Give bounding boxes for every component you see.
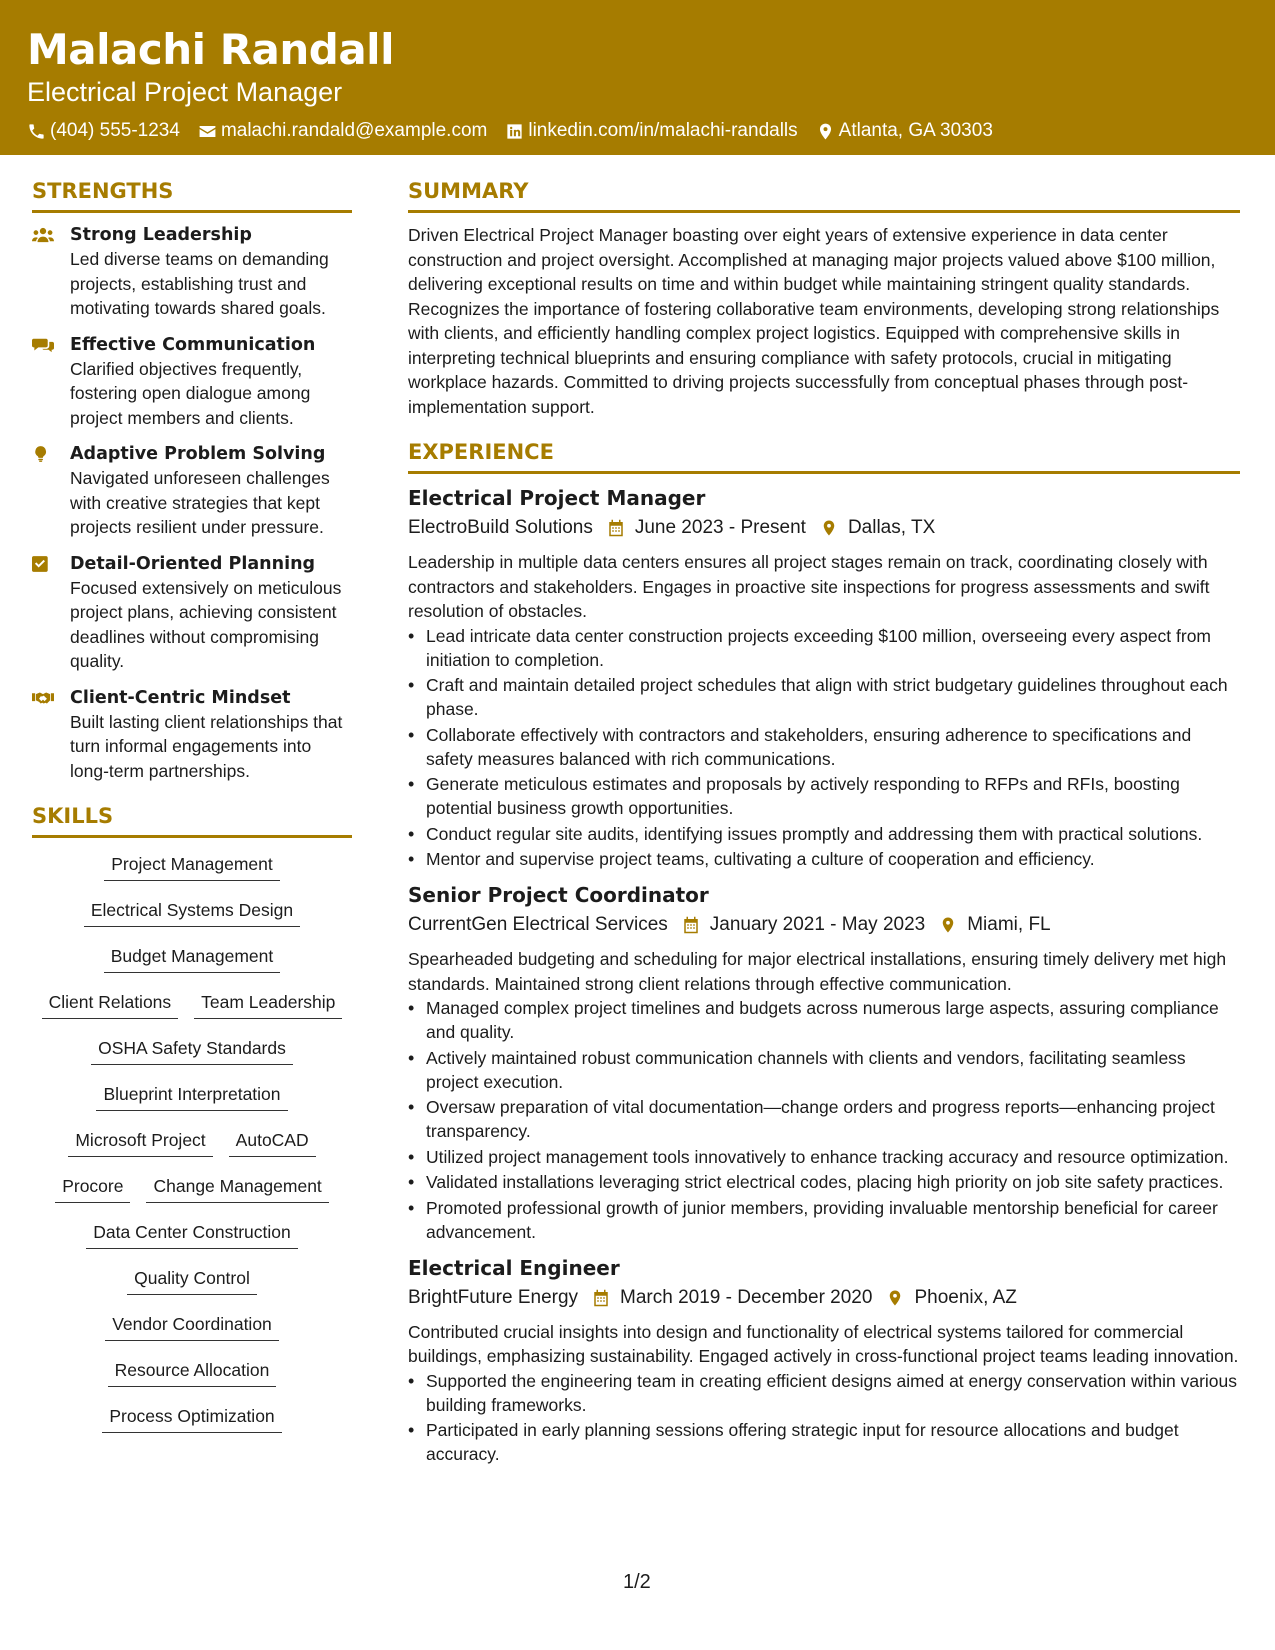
strength-desc: Built lasting client relationships that turn informal engagements into long-term partnerships. bbox=[70, 711, 343, 781]
job-company: CurrentGen Electrical Services bbox=[408, 914, 668, 935]
job-location: Miami, FL bbox=[967, 914, 1051, 935]
strength-desc: Focused extensively on meticulous project plans, achieving consistent deadlines without compromising quality. bbox=[70, 577, 342, 671]
contact-location bbox=[816, 119, 993, 143]
bullet-item: • Conduct regular site audits, identifying issues promptly and addressing them with practical solutions. bbox=[408, 822, 1240, 846]
job-location: Phoenix, AZ bbox=[914, 1286, 1017, 1308]
skill-tag: Resource Allocation bbox=[108, 1358, 277, 1387]
strength-item bbox=[32, 552, 352, 674]
contact-email[interactable] bbox=[198, 119, 487, 143]
job-company: BrightFuture Energy bbox=[408, 1286, 579, 1308]
email-text: malachi.randald@example.com bbox=[220, 120, 488, 141]
skill-tag: Procore bbox=[55, 1174, 130, 1203]
job-company: ElectroBuild Solutions bbox=[408, 517, 593, 538]
comments-icon bbox=[32, 336, 54, 354]
bullet-item: • Generate meticulous estimates and proposals by actively responding to RFPs and RFIs, boosting potential business growth opportunities. bbox=[408, 772, 1240, 820]
skill-tag: OSHA Safety Standards bbox=[91, 1036, 293, 1065]
job-location: Dallas, TX bbox=[847, 517, 936, 538]
strength-title: Detail-Oriented Planning bbox=[70, 553, 316, 574]
map-marker-icon bbox=[820, 519, 838, 537]
skill-tag: Vendor Coordination bbox=[105, 1312, 279, 1341]
location-text: Atlanta, GA 30303 bbox=[838, 120, 993, 141]
job-dates: June 2023 - Present bbox=[634, 517, 806, 538]
job-bullets bbox=[408, 1369, 1240, 1467]
candidate-role: Electrical Project Manager bbox=[27, 77, 343, 107]
job-bullets bbox=[408, 996, 1240, 1244]
users-icon bbox=[32, 226, 54, 244]
skills-heading: SKILLS bbox=[32, 801, 352, 838]
skill-tag: Team Leadership bbox=[194, 990, 342, 1019]
strength-item bbox=[32, 223, 352, 321]
job-title: Electrical Engineer bbox=[408, 1255, 620, 1280]
bullet-item: • Participated in early planning sessions offering strategic input for resource allocations and budget accuracy. bbox=[408, 1418, 1240, 1466]
contact-phone[interactable] bbox=[27, 119, 180, 143]
strength-desc: Clarified objectives frequently, fostering open dialogue among project members and clients. bbox=[70, 358, 311, 428]
resume-header bbox=[0, 0, 1275, 155]
bullet-item: • Managed complex project timelines and budgets across numerous large aspects, assuring compliance and quality. bbox=[408, 996, 1240, 1044]
strength-item bbox=[32, 333, 352, 431]
job-description: Leadership in multiple data centers ensures all project stages remain on track, coordinating closely with contractors and stakeholders. Engages in proactive site inspections for progress assessments and swift resolution of obstacles. bbox=[408, 552, 1210, 621]
strength-title: Effective Communication bbox=[70, 334, 316, 355]
strength-title: Client-Centric Mindset bbox=[70, 687, 291, 708]
left-column bbox=[32, 176, 352, 1450]
bullet-item: • Validated installations leveraging strict electrical codes, placing high priority on job site safety practices. bbox=[408, 1170, 1240, 1194]
map-marker-icon bbox=[816, 122, 835, 141]
bullet-item: • Oversaw preparation of vital documentation—change orders and progress reports—enhancing project transparency. bbox=[408, 1095, 1240, 1143]
summary-heading: SUMMARY bbox=[408, 176, 1240, 213]
skill-tag: Change Management bbox=[146, 1174, 328, 1203]
skill-tag: AutoCAD bbox=[229, 1128, 316, 1157]
bullet-item: • Promoted professional growth of junior members, providing invaluable mentorship beneficial for career advancement. bbox=[408, 1196, 1240, 1244]
bullet-item: • Mentor and supervise project teams, cultivating a culture of cooperation and efficiency. bbox=[408, 847, 1240, 871]
right-column bbox=[408, 176, 1240, 1476]
skill-tag: Quality Control bbox=[127, 1266, 257, 1295]
envelope-icon bbox=[198, 122, 217, 141]
skill-tag: Budget Management bbox=[104, 944, 280, 973]
check-square-icon bbox=[32, 555, 54, 573]
experience-heading: EXPERIENCE bbox=[408, 437, 1240, 474]
skills-list bbox=[32, 852, 352, 1450]
strength-title: Strong Leadership bbox=[70, 225, 252, 245]
bullet-item: • Lead intricate data center construction projects exceeding $100 million, overseeing every aspect from initiation to completion. bbox=[408, 624, 1240, 672]
bullet-item: • Craft and maintain detailed project schedules that align with strict budgetary guidelines throughout each phase. bbox=[408, 673, 1240, 721]
strength-desc: Led diverse teams on demanding projects, establishing trust and motivating towards shared goals. bbox=[70, 249, 329, 318]
phone-icon bbox=[27, 122, 46, 141]
job-title: Electrical Project Manager bbox=[408, 486, 706, 510]
map-marker-icon bbox=[939, 916, 957, 934]
bullet-item: • Actively maintained robust communication channels with clients and vendors, facilitating seamless project execution. bbox=[408, 1046, 1240, 1094]
bullet-item: • Utilized project management tools innovatively to enhance tracking accuracy and resource optimization. bbox=[408, 1145, 1240, 1169]
skill-tag: Client Relations bbox=[42, 990, 179, 1019]
skill-tag: Data Center Construction bbox=[86, 1220, 297, 1249]
job-description: Spearheaded budgeting and scheduling for major electrical installations, ensuring timely delivery met high standards. Maintained strong client relations through effective communication. bbox=[408, 949, 1227, 994]
calendar-icon bbox=[682, 916, 700, 934]
strength-desc: Navigated unforeseen challenges with creative strategies that kept projects resilient under pressure. bbox=[70, 468, 330, 537]
contact-linkedin[interactable] bbox=[505, 119, 797, 143]
calendar-icon bbox=[607, 519, 625, 537]
phone-text: (404) 555-1234 bbox=[50, 120, 180, 141]
skill-tag: Project Management bbox=[104, 852, 279, 881]
handshake-icon bbox=[32, 689, 54, 707]
bullet-item: • Collaborate effectively with contractors and stakeholders, ensuring adherence to specifications and safety measures balanced with rich communications. bbox=[408, 723, 1240, 771]
job-meta bbox=[408, 911, 1240, 939]
skill-tag: Electrical Systems Design bbox=[84, 898, 300, 927]
summary-text: Driven Electrical Project Manager boasting over eight years of extensive experience in data center construction and project oversight. Accomplished at managing major projects valued above $100 million, delivering exceptional results on time and within budget while maintaining stringent quality standards. Recognizes the importance of fostering collaborative team environments, developing strong relationships with clients, and efficiently handling complex project logistics. Equipped with comprehensive skills in interpreting technical blueprints and ensuring compliance with safety protocols, crucial in mitigating workplace hazards. Committed to driving projects successfully from conceptual phases through post-implementation support. bbox=[408, 225, 1220, 417]
strength-title: Adaptive Problem Solving bbox=[70, 444, 326, 464]
job-meta bbox=[408, 514, 1240, 542]
map-marker-icon bbox=[886, 1289, 904, 1307]
job-meta bbox=[408, 1284, 1240, 1312]
strength-item bbox=[32, 686, 352, 784]
job-title: Senior Project Coordinator bbox=[408, 883, 709, 907]
linkedin-icon bbox=[505, 122, 524, 141]
job-bullets bbox=[408, 624, 1240, 872]
skill-tag: Microsoft Project bbox=[68, 1128, 212, 1157]
linkedin-text: linkedin.com/in/malachi-randalls bbox=[528, 120, 798, 141]
skill-tag: Blueprint Interpretation bbox=[96, 1082, 287, 1111]
lightbulb-icon bbox=[32, 445, 54, 463]
job-entry bbox=[408, 484, 1240, 871]
job-dates: March 2019 - December 2020 bbox=[620, 1286, 873, 1308]
job-description: Contributed crucial insights into design and functionality of electrical systems tailored for commercial buildings, emphasizing sustainability. Engaged actively in cross-functional project teams leading innovation. bbox=[408, 1321, 1239, 1366]
strength-item bbox=[32, 442, 352, 540]
skill-tag: Process Optimization bbox=[102, 1404, 281, 1433]
page-number: 1/2 bbox=[623, 1571, 651, 1593]
job-entry bbox=[408, 881, 1240, 1244]
contact-bar bbox=[27, 119, 1248, 143]
job-dates: January 2021 - May 2023 bbox=[709, 914, 926, 935]
bullet-item: • Supported the engineering team in creating efficient designs aimed at energy conservation within various building frameworks. bbox=[408, 1369, 1240, 1417]
job-entry bbox=[408, 1254, 1240, 1467]
candidate-name: Malachi Randall bbox=[27, 25, 394, 74]
strengths-heading: STRENGTHS bbox=[32, 176, 352, 213]
calendar-icon bbox=[592, 1289, 610, 1307]
